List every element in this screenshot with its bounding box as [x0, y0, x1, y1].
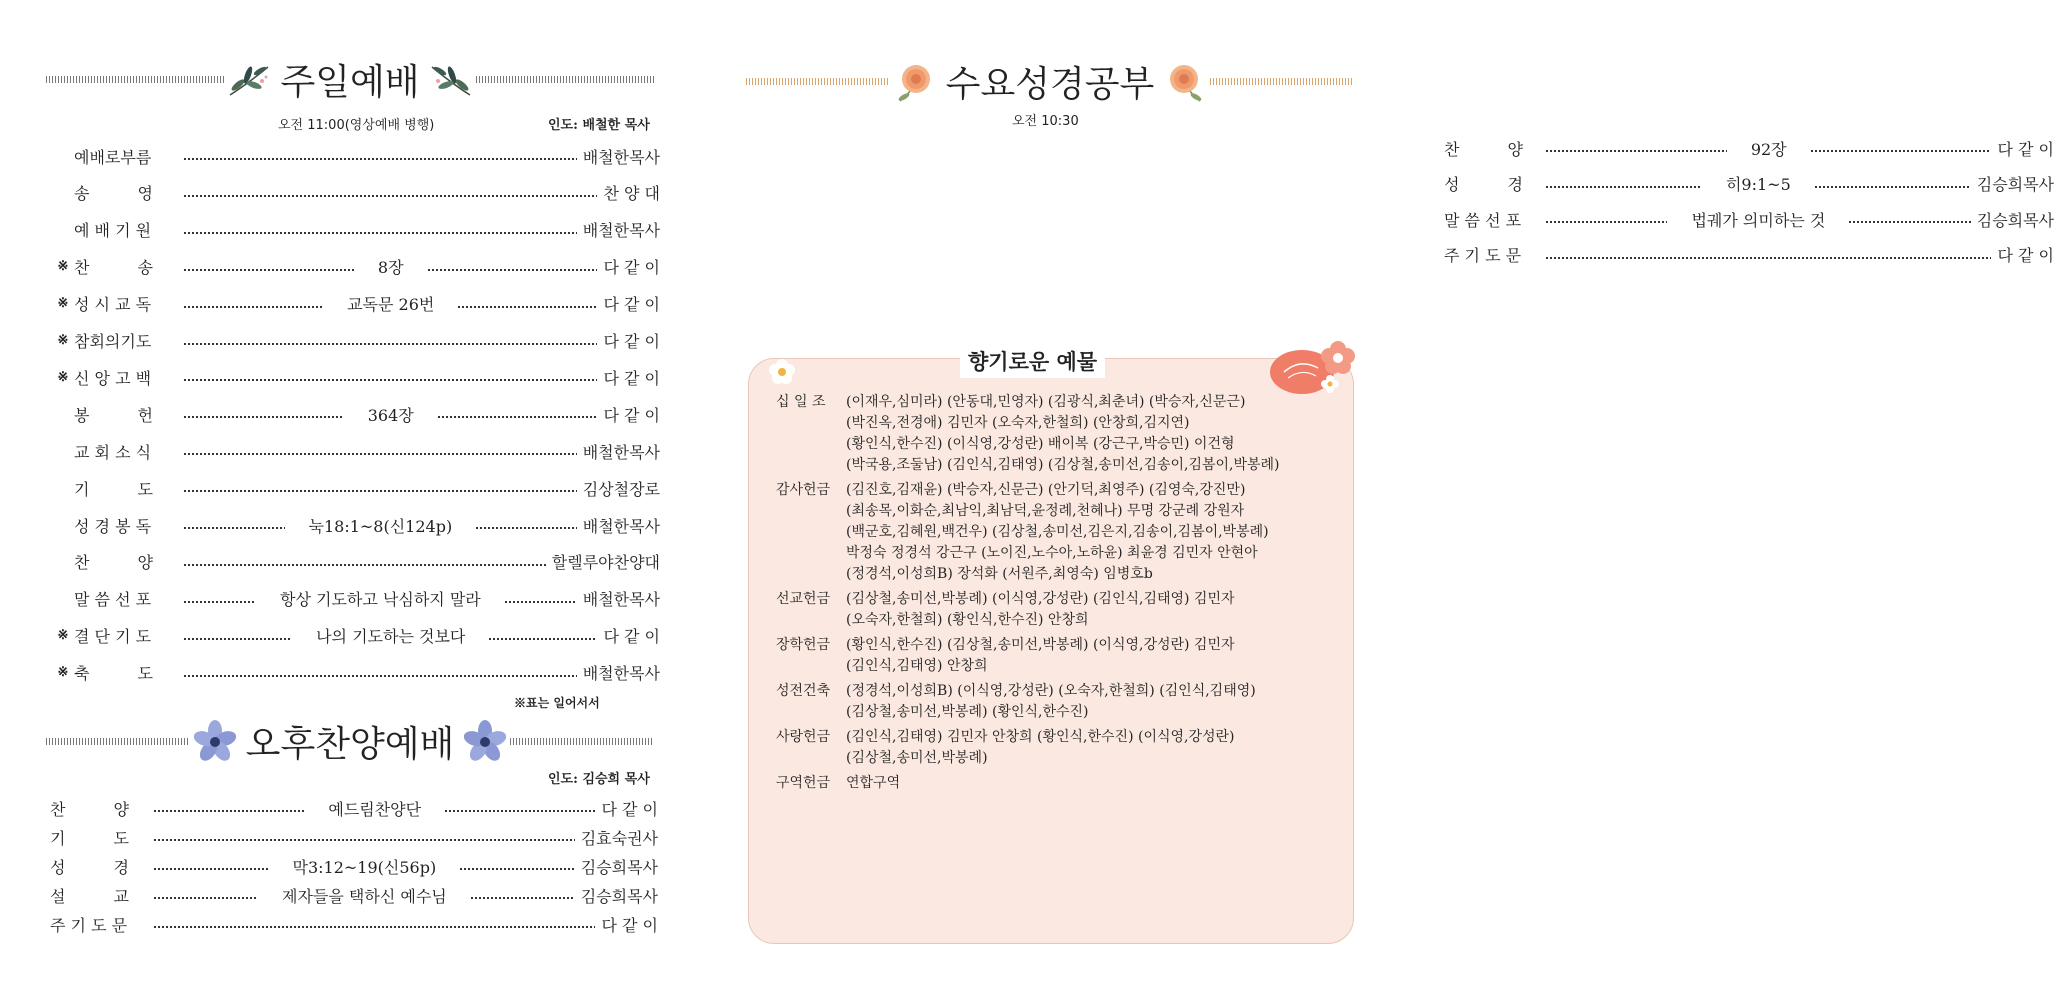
- divider-hatch: [46, 738, 190, 745]
- offering-name-line: (이재우,심미라) (안동대,민영자) (김광식,최춘녀) (박승자,신문근): [846, 394, 1246, 410]
- leader-dots: [471, 897, 575, 899]
- offering-names: [846, 773, 1336, 794]
- divider-hatch: [1210, 78, 1354, 85]
- offering-names: [846, 727, 1336, 769]
- standing-mark: ※: [57, 369, 69, 385]
- offering-category: 구역헌금: [776, 775, 831, 791]
- order-detail: 법궤가 의미하는 것: [1691, 210, 1826, 230]
- leader-dots: [184, 269, 354, 271]
- sunday-leader: 인도: 배철한 목사: [548, 118, 650, 133]
- order-label: 성 시 교 독: [74, 295, 152, 315]
- blue-flower-icon: [190, 717, 240, 767]
- order-row: [52, 400, 660, 428]
- order-person: 배철한목사: [582, 664, 660, 684]
- offering-name-line: 박정숙 정경석 강근구 (노이진,노수아,노하윤) 최윤경 김민자 안현아: [846, 545, 1258, 561]
- offering-name-line: (김상철,송미선,박봉례) (황인식,한수진): [846, 704, 1089, 720]
- standing-mark: ※: [57, 333, 69, 348]
- leader-dots: [184, 343, 597, 345]
- order-person: 배철한목사: [582, 516, 661, 536]
- order-person: 다 같 이: [603, 627, 661, 647]
- leader-dots: [438, 416, 598, 418]
- peach-flower-icon: [1160, 57, 1210, 107]
- leader-dots: [489, 638, 597, 640]
- standing-note: ※표는 일어서서: [514, 696, 600, 710]
- order-row: [50, 794, 658, 822]
- leader-dots: [1546, 186, 1702, 188]
- order-person: 김승희목사: [580, 857, 659, 877]
- offering-name-line: (김인식,김태영) 안창희: [846, 658, 988, 674]
- offering-title: 향기로운 예물: [960, 344, 1105, 378]
- order-label: 참회의기도: [74, 332, 152, 351]
- order-label: 기 도: [50, 828, 129, 848]
- leader-dots: [1849, 221, 1970, 223]
- blue-flower-icon: [460, 717, 510, 767]
- order-row: [52, 327, 660, 355]
- leader-dots: [1811, 150, 1992, 152]
- order-person: 다 같 이: [1997, 246, 2054, 265]
- order-person: 김승희목사: [580, 886, 659, 906]
- offering-item: [776, 392, 1336, 476]
- offering-name-line: (박국용,조둘남) (김인식,김태영) (김상철,송미선,김송이,김봄이,박봉례): [846, 457, 1280, 473]
- leader-dots: [1546, 221, 1667, 223]
- leader-dots: [428, 269, 598, 271]
- offering-name-line: (황인식,한수진) (김상철,송미선,박봉례) (이식영,강성란) 김민자: [846, 637, 1235, 653]
- coral-flower-cluster-icon: [1266, 338, 1364, 400]
- afternoon-header: [46, 716, 654, 767]
- offering-name-line: (오숙자,한철희) (황인식,한수진) 안창희: [846, 612, 1089, 628]
- order-label: 결 단 기 도: [74, 627, 152, 647]
- order-detail: 나의 기도하는 것보다: [316, 627, 466, 647]
- sunday-title: 주일예배: [280, 62, 420, 103]
- order-person: 배철한목사: [582, 590, 661, 610]
- order-row: [50, 910, 658, 938]
- offering-item: [776, 635, 1336, 677]
- order-person: 다 같 이: [601, 799, 659, 819]
- order-row: [52, 511, 660, 539]
- order-row: [52, 548, 660, 576]
- order-row: [52, 622, 660, 650]
- offering-name-line: 연합구역: [846, 775, 901, 791]
- order-person: 다 같 이: [603, 405, 661, 425]
- wednesday-time: 오전 10:30: [1012, 114, 1079, 129]
- leader-dots: [1546, 257, 1991, 259]
- order-detail: 예드림찬양단: [328, 799, 422, 819]
- order-detail: 8장: [377, 258, 404, 278]
- leaf-sprig-icon: [224, 55, 274, 105]
- order-row: [52, 437, 660, 465]
- order-label: 찬 송: [74, 258, 153, 278]
- leader-dots: [184, 158, 577, 160]
- order-row: [1444, 134, 2054, 162]
- order-label: 예배로부름: [74, 147, 152, 167]
- order-detail: 히9:1~5: [1725, 175, 1791, 194]
- order-row: [50, 881, 658, 909]
- order-row: [52, 216, 660, 244]
- order-label: 봉 헌: [74, 405, 153, 425]
- leader-dots: [154, 868, 269, 870]
- offering-names: [846, 392, 1336, 476]
- leader-dots: [154, 810, 304, 812]
- order-person: 김승희목사: [1976, 210, 2054, 230]
- offering-item: [776, 589, 1336, 631]
- order-label: 말 씀 선 포: [74, 590, 152, 610]
- order-label: 말 씀 선 포: [1444, 210, 1522, 230]
- order-label: 찬 양: [74, 553, 153, 573]
- leader-dots: [184, 675, 577, 677]
- order-person: 배철한목사: [582, 442, 660, 462]
- order-row: [52, 290, 660, 318]
- divider-hatch: [476, 76, 654, 83]
- leader-dots: [460, 868, 575, 870]
- offering-names: [846, 635, 1336, 677]
- sunday-header: [46, 54, 654, 105]
- order-person: 다 같 이: [603, 258, 660, 278]
- offering-name-line: (김진호,김재윤) (박승자,신문근) (안기덕,최영주) (김영숙,강진만): [846, 482, 1246, 498]
- leader-dots: [154, 897, 258, 899]
- afternoon-leader: 인도: 김승희 목사: [548, 772, 650, 787]
- offering-names: [846, 589, 1336, 631]
- order-detail: 항상 기도하고 낙심하지 말라: [280, 590, 481, 610]
- order-person: 배철한목사: [582, 221, 660, 241]
- leader-dots: [184, 416, 344, 418]
- order-person: 다 같 이: [603, 368, 660, 388]
- offering-category: 감사헌금: [776, 482, 831, 498]
- order-label: 기 도: [74, 479, 153, 499]
- standing-mark: ※: [57, 628, 69, 644]
- offering-names: [846, 681, 1336, 723]
- order-detail: 92장: [1750, 139, 1787, 159]
- leader-dots: [1546, 150, 1727, 152]
- offering-category: 성전건축: [776, 683, 831, 699]
- leader-dots: [505, 601, 577, 603]
- standing-mark: ※: [57, 259, 69, 275]
- order-row: [1444, 205, 2054, 233]
- leaf-sprig-icon: [426, 55, 476, 105]
- order-detail: 막3:12~19(신56p): [292, 857, 437, 877]
- order-person: 할렐루야찬양대: [551, 553, 660, 573]
- order-row: [50, 823, 658, 851]
- leader-dots: [184, 453, 577, 455]
- offering-item: [776, 727, 1336, 769]
- peach-flower-icon: [890, 57, 940, 107]
- leader-dots: [184, 195, 597, 197]
- offering-name-line: (김상철,송미선,박봉례) (이식영,강성란) (김인식,김태영) 김민자: [846, 591, 1235, 607]
- offering-name-line: (최송목,이화순,최남익,최남덕,윤정례,천혜나) 무명 강군례 강원자: [846, 503, 1245, 519]
- wednesday-header: [746, 56, 1354, 107]
- offering-name-line: (정경석,이성희B) 장석화 (서원주,최영숙) 임병호b: [846, 566, 1153, 582]
- order-person: 다 같 이: [603, 332, 660, 351]
- leader-dots: [184, 564, 546, 566]
- order-label: 성 경 봉 독: [74, 516, 152, 536]
- standing-mark: ※: [57, 665, 69, 681]
- order-label: 주 기 도 문: [50, 915, 128, 935]
- offering-names: [846, 480, 1336, 585]
- order-label: 교 회 소 식: [74, 442, 152, 462]
- divider-hatch: [746, 78, 890, 85]
- offering-category: 사랑헌금: [776, 729, 831, 745]
- offering-item: [776, 773, 1336, 794]
- leader-dots: [184, 232, 577, 234]
- wednesday-title: 수요성경공부: [945, 64, 1155, 105]
- small-flower-icon: [766, 356, 798, 388]
- offering-category: 장학헌금: [776, 637, 831, 653]
- order-label: 성 경: [1444, 175, 1523, 194]
- leader-dots: [184, 638, 292, 640]
- leader-dots: [184, 527, 285, 529]
- offering-category: 선교헌금: [776, 591, 831, 607]
- order-person: 배철한목사: [582, 147, 660, 167]
- leader-dots: [184, 306, 323, 308]
- order-person: 김효숙권사: [580, 828, 658, 848]
- order-person: 다 같 이: [601, 915, 658, 935]
- order-row: [52, 363, 660, 391]
- offering-item: [776, 480, 1336, 585]
- offering-item: [776, 681, 1336, 723]
- order-detail: 364장: [367, 405, 414, 425]
- leader-dots: [184, 490, 577, 492]
- afternoon-title: 오후찬양예배: [245, 724, 455, 765]
- leader-dots: [458, 306, 597, 308]
- order-detail: 눅18:1~8(신124p): [308, 516, 453, 536]
- order-person: 김상철장로: [582, 479, 660, 499]
- divider-hatch: [510, 738, 654, 745]
- offering-category: 십 일 조: [776, 394, 826, 410]
- order-row: [52, 142, 660, 170]
- leader-dots: [184, 379, 597, 381]
- offering-name-line: (정경석,이성희B) (이식영,강성란) (오숙자,한철희) (김인식,김태영): [846, 683, 1256, 699]
- order-label: 신 앙 고 백: [74, 368, 152, 388]
- order-label: 찬 양: [1444, 139, 1523, 159]
- order-detail: 교독문 26번: [347, 295, 435, 315]
- leader-dots: [184, 601, 256, 603]
- order-label: 설 교: [50, 886, 129, 906]
- order-label: 송 영: [74, 184, 153, 204]
- order-label: 예 배 기 원: [74, 221, 152, 241]
- order-row: [52, 659, 660, 687]
- order-row: [1444, 170, 2054, 198]
- left-page: [0, 0, 700, 992]
- standing-mark: ※: [57, 296, 69, 312]
- leader-dots: [154, 839, 575, 841]
- order-label: 주 기 도 문: [1444, 246, 1522, 265]
- order-label: 찬 양: [50, 799, 129, 819]
- order-row: [52, 253, 660, 281]
- order-row: [52, 474, 660, 502]
- divider-hatch: [46, 76, 224, 83]
- order-label: 축 도: [74, 664, 153, 684]
- order-person: 다 같 이: [603, 295, 661, 315]
- order-person: 김승희목사: [1976, 175, 2054, 194]
- order-label: 성 경: [50, 857, 129, 877]
- sunday-time: 오전 11:00(영상예배 병행): [278, 118, 435, 133]
- offering-name-line: (박진옥,전경애) 김민자 (오숙자,한철희) (안창희,김지연): [846, 415, 1190, 431]
- leader-dots: [445, 810, 595, 812]
- order-detail: 제자들을 택하신 예수님: [282, 886, 447, 906]
- order-person: 다 같 이: [1997, 139, 2054, 159]
- order-row: [52, 179, 660, 207]
- leader-dots: [1815, 186, 1971, 188]
- offering-name-line: (김상철,송미선,박봉례): [846, 750, 988, 766]
- leader-dots: [154, 926, 595, 928]
- offering-name-line: (황인식,한수진) (이식영,강성란) 배이복 (강근구,박승민) 이건형: [846, 436, 1235, 452]
- order-row: [52, 585, 660, 613]
- offering-name-line: (백군호,김혜원,백건우) (김상철,송미선,김은지,김송이,김봄이,박봉례): [846, 524, 1269, 540]
- order-row: [50, 852, 658, 880]
- leader-dots: [476, 527, 577, 529]
- order-person: 찬 양 대: [603, 184, 660, 204]
- order-row: [1444, 241, 2054, 269]
- offering-name-line: (김인식,김태영) 김민자 안창희 (황인식,한수진) (이식영,강성란): [846, 729, 1235, 745]
